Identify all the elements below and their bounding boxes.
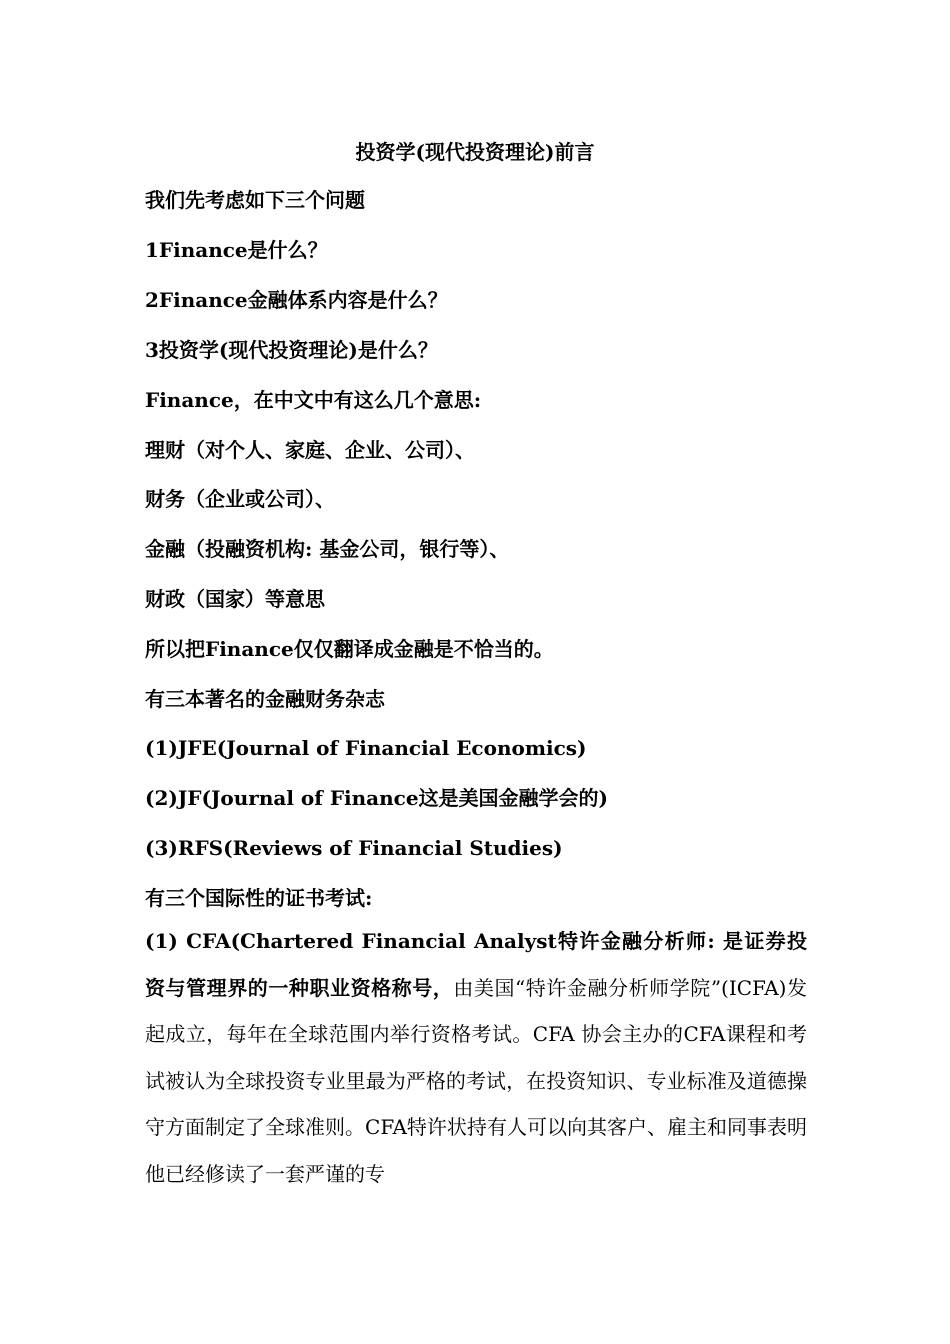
text-line: 3投资学(现代投资理论)是什么？ [145,338,438,362]
text-line: 1Finance是什么？ [145,238,328,262]
cfa-paragraph-text: 由美国“特许金融分析师学院”(ICFA)发起成立，每年在全球范围内举行资格考试。CFA 协会主办的CFA课程和考试被认为全球投资专业里最为严格的考试，在投资知识、专业标准及道德操守方面制定了全球准则。CFA特许状持有人可以向其客户、雇主和同事表明他已经修读了一套严谨的专 [145,975,807,1186]
text-line: 金融（投融资机构: 基金公司，银行等）、 [145,537,510,561]
text-line: 财政（国家）等意思 [145,587,325,611]
text-line: 财务（企业或公司）、 [145,487,335,511]
text-line: 所以把Finance仅仅翻译成金融是不恰当的。 [145,637,554,661]
text-line: 2Finance金融体系内容是什么？ [145,288,448,312]
text-line: 理财（对个人、家庭、企业、公司）、 [145,438,475,462]
journal-item: (1)JFE(Journal of Financial Economics) [145,736,587,760]
text-line: 我们先考虑如下三个问题 [145,188,365,212]
document-title: 投资学(现代投资理论)前言 [355,140,595,164]
text-line: Finance，在中文中有这么几个意思: [145,388,482,412]
cfa-paragraph-lead: (1) CFA(Chartered Financial Analyst特许金融分析师: 是证券投资与管理界的一种职业资格称号， [145,929,807,1000]
journal-item: (3)RFS(Reviews of Financial Studies) [145,836,563,860]
text-line: 有三个国际性的证书考试: [145,886,373,910]
text-line: 有三本著名的金融财务杂志 [145,687,385,711]
cfa-paragraph [145,918,807,1197]
journal-item: (2)JF(Journal of Finance这是美国金融学会的) [145,786,609,810]
